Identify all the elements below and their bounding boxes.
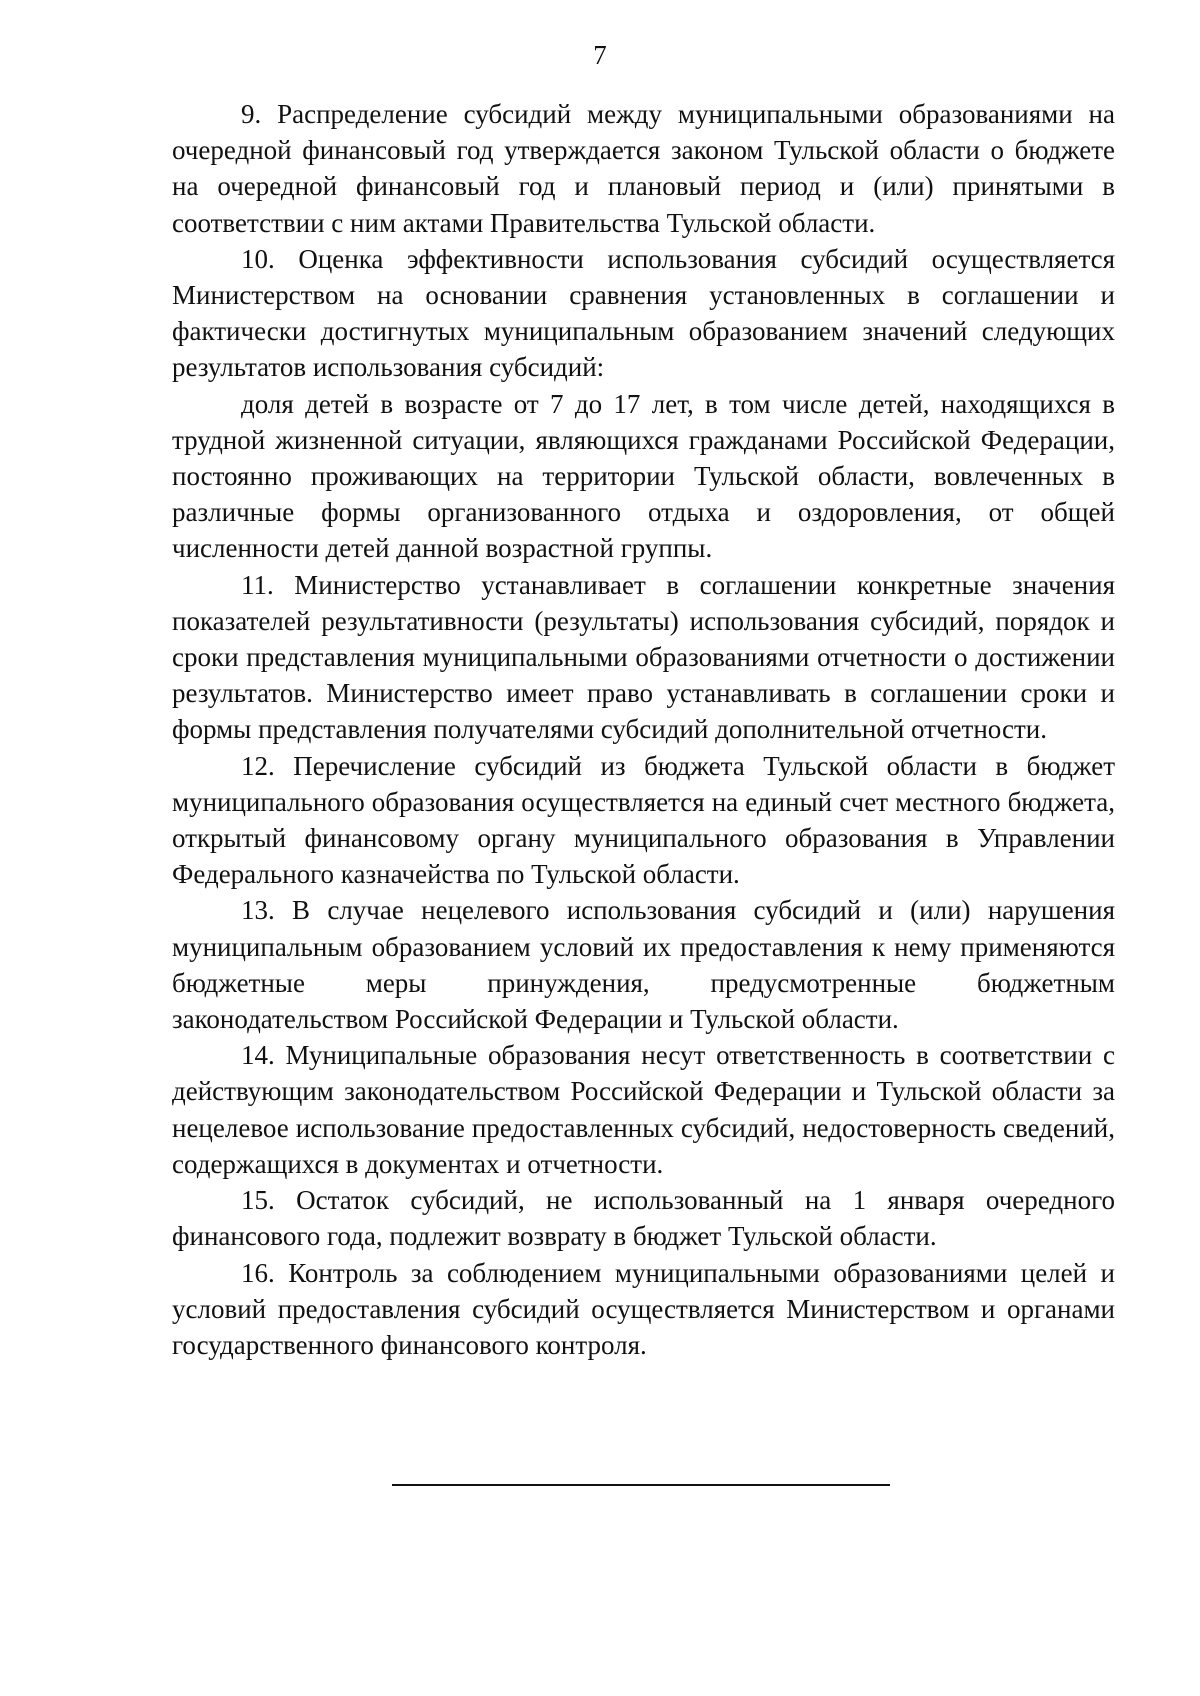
paragraph-10: 10. Оценка эффективности использования субсидий осуществляется Министерством на основании сравнения установленных в соглашении и фактически достигнутых муниципальным образованием значений следующих результатов использования субсидий: <box>172 243 1115 383</box>
paragraph-9: 9. Распределение субсидий между муниципальными образованиями на очередной финансовый год утверждается законом Тульской области о бюджете на очередной финансовый год и плановый период и (или) принятыми в соответствии с ним актами Правительства Тульской области. <box>172 99 1115 238</box>
document-body <box>172 96 1115 1363</box>
paragraph-14: 14. Муниципальные образования несут ответственность в соответствии с действующим законодательством Российской Федерации и Тульской области за нецелевое использование предоставленных субсидий, недостоверность сведений, содержащихся в документах и отчетности. <box>172 1040 1115 1179</box>
end-separator-line <box>392 1484 890 1486</box>
paragraph-13: 13. В случае нецелевого использования субсидий и (или) нарушения муниципальным образованием условий их предоставления к нему применяются бюджетные меры принуждения, предусмотренные бюджетным законодательством Российской Федерации и Тульской области. <box>172 895 1115 1035</box>
paragraph-12: 12. Перечисление субсидий из бюджета Тульской области в бюджет муниципального образования осуществляется на единый счет местного бюджета, открытый финансовому органу муниципального образования в Управлении Федерального казначейства по Тульской области. <box>172 750 1115 890</box>
paragraph-16: 16. Контроль за соблюдением муниципальными образованиями целей и условий предоставления субсидий осуществляется Министерством и органами государственного финансового контроля. <box>172 1257 1115 1360</box>
paragraph-15: 15. Остаток субсидий, не использованный на 1 января очередного финансового года, подлежит возврату в бюджет Тульской области. <box>172 1185 1115 1252</box>
paragraph-10-indicator: доля детей в возрасте от 7 до 17 лет, в том числе детей, находящихся в трудной жизненной ситуации, являющихся гражданами Российской Федерации, постоянно проживающих на территории Тульской области, вовлеченных в различные формы организованного отдыха и оздоровления, от общей численности детей данной возрастной группы. <box>172 388 1115 564</box>
page-number: 7 <box>593 40 607 70</box>
paragraph-11: 11. Министерство устанавливает в соглашении конкретные значения показателей результативности (результаты) использования субсидий, порядок и сроки представления муниципальными образованиями отчетности о достижении результатов. Министерство имеет право устанавливать в соглашении сроки и формы представления получателями субсидий дополнительной отчетности. <box>172 569 1115 745</box>
